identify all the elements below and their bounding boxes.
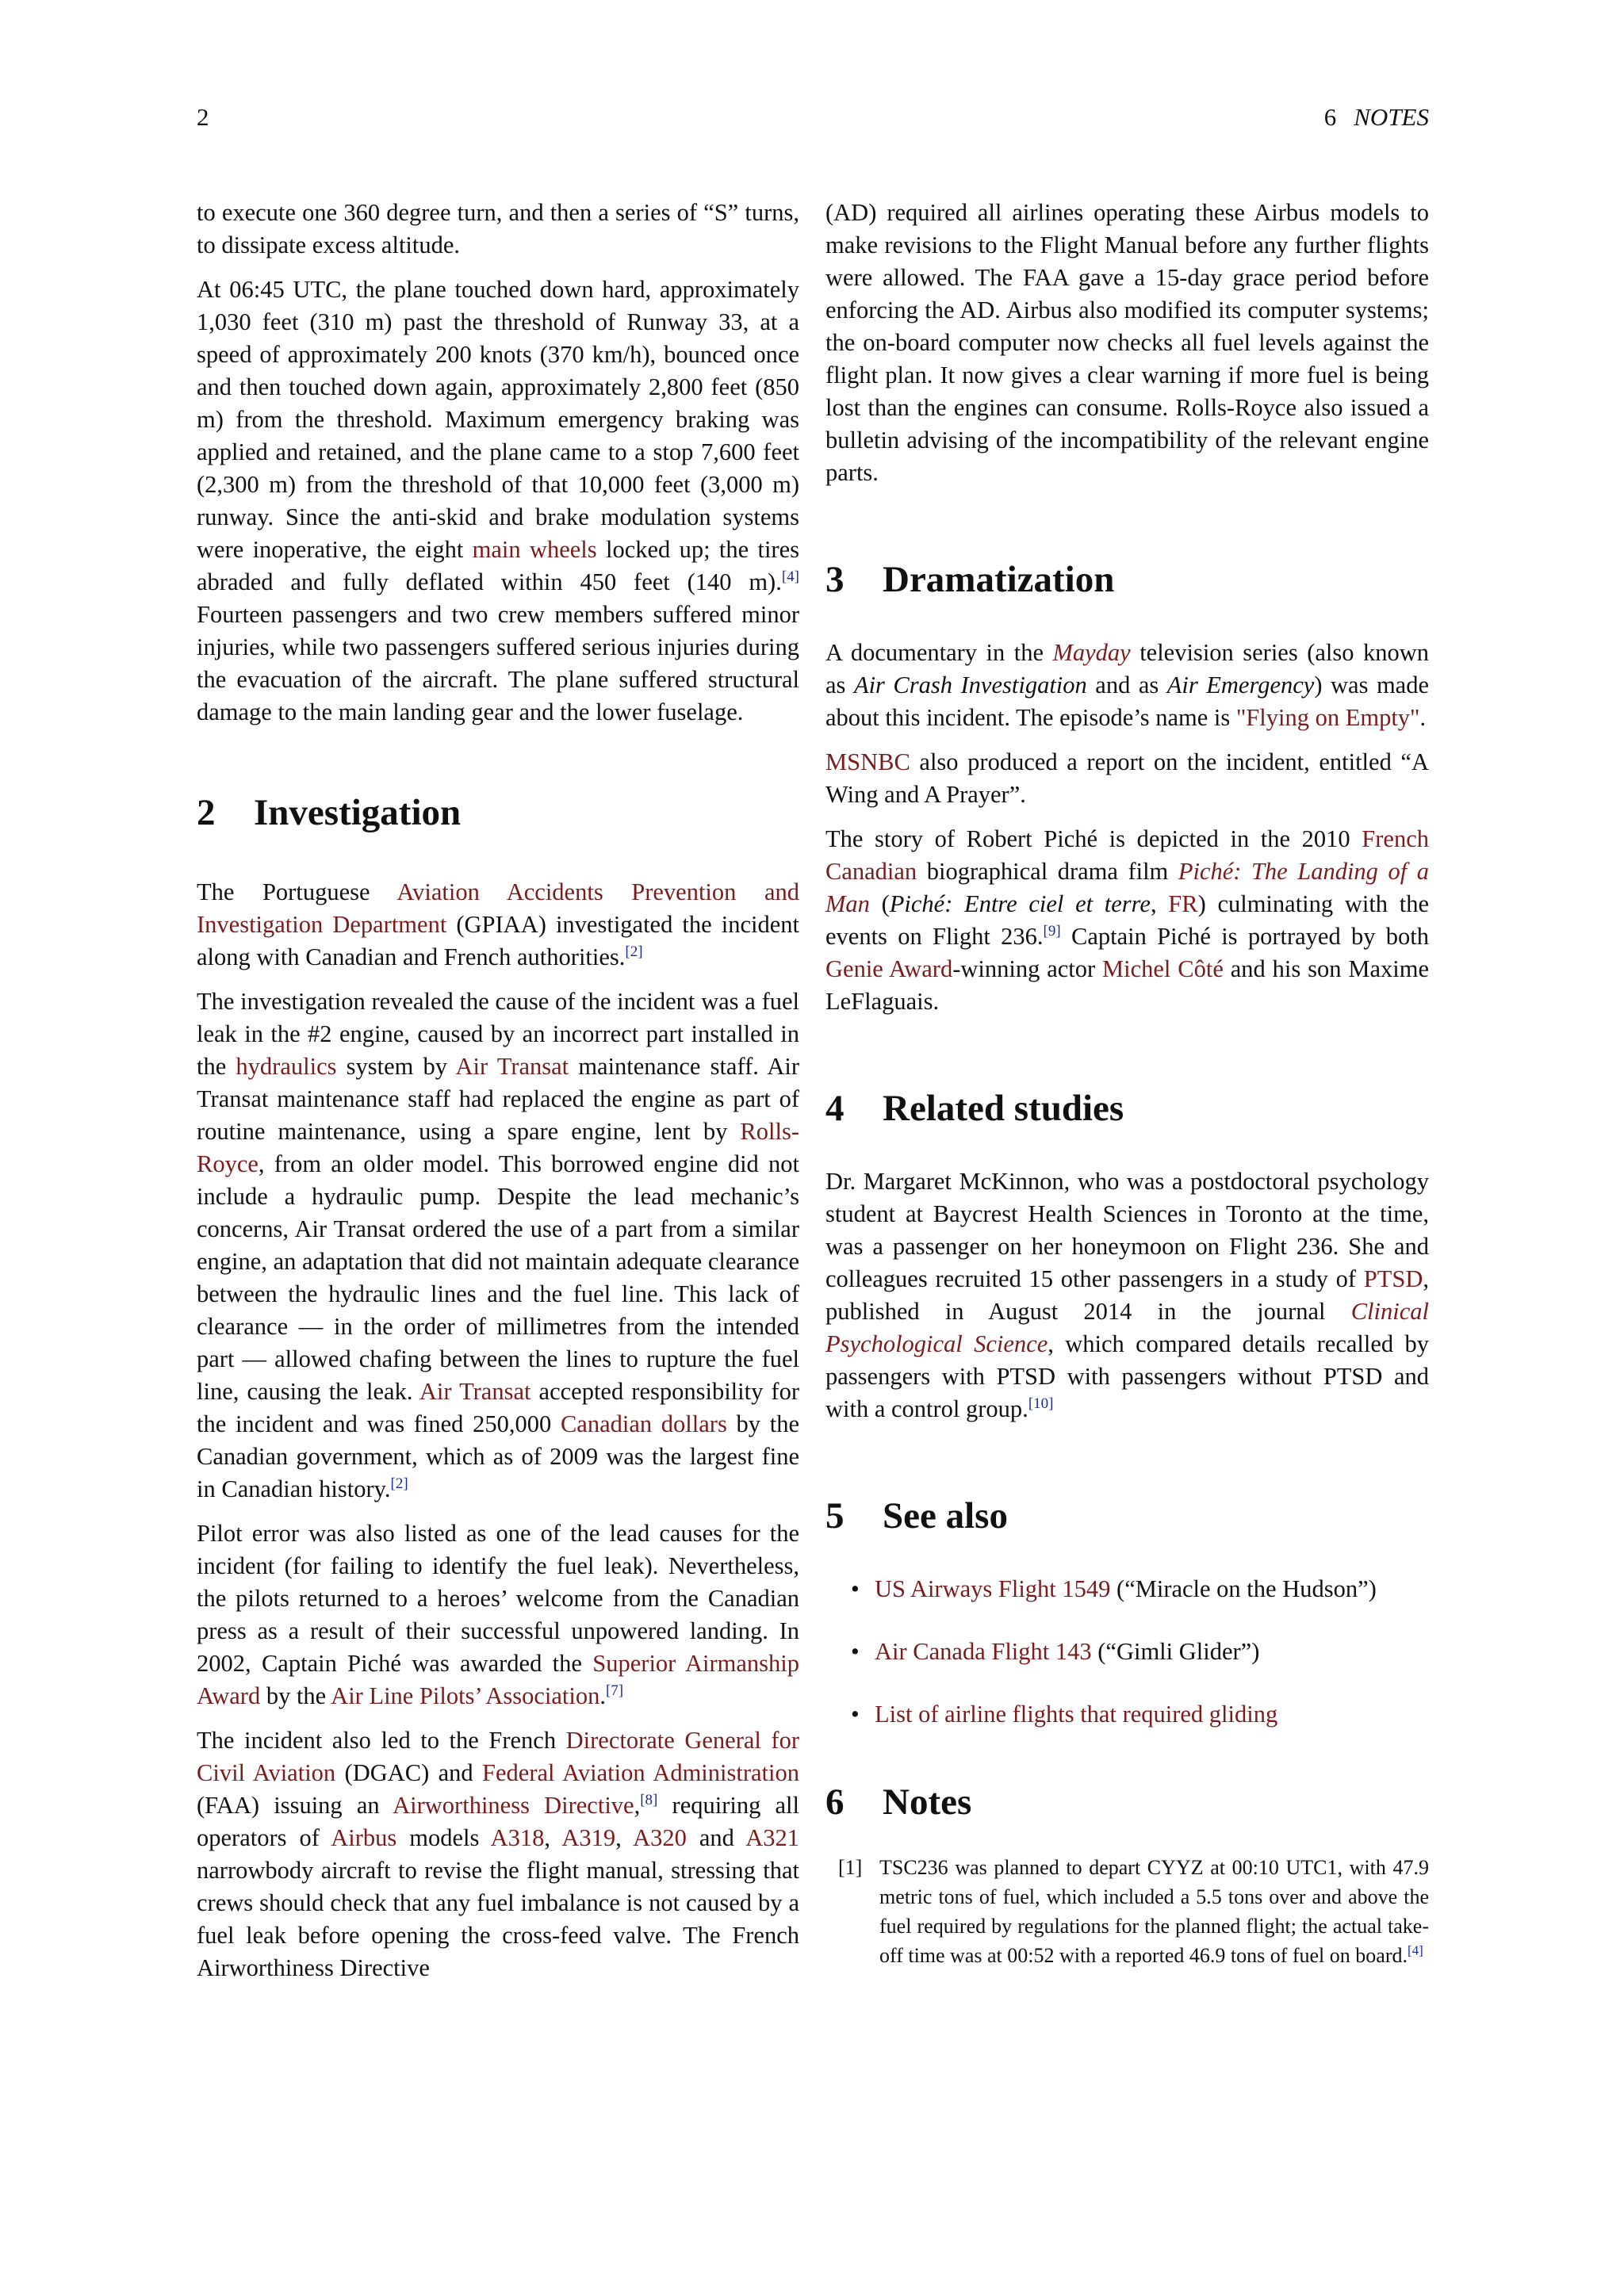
text: -winning actor (952, 955, 1103, 982)
paragraph (197, 985, 799, 1506)
link-fr[interactable]: FR (1168, 890, 1198, 917)
notes-list (825, 1853, 1429, 1970)
section-heading-dramatization (825, 557, 1429, 602)
paragraph (197, 197, 799, 262)
text: requiring all operators of (197, 1792, 799, 1851)
section-number: 3 (825, 559, 845, 600)
section-title: Related studies (883, 1088, 1124, 1129)
section-heading-see-also (825, 1494, 1429, 1538)
text: (AD) required all airlines operating these Airbus models to make revisions to the Flight Manual before any further flights were allowed. The FAA gave a 15-day grace period before enforcing the AD. Airbus also modified its computer systems; the on-board computer now checks all fuel levels against the flight plan. It now gives a clear warning if more fuel is being lost than the engines can consume. Rolls-Royce also issued a bulletin advising of the incompatibility of the relevant engine parts. (825, 199, 1429, 486)
see-also-list (825, 1573, 1429, 1731)
text: TSC236 was planned to depart CYYZ at 00:10 UTC1, with 47.9 metric tons of fuel, which included a 5.5 tons over and above the fuel required by regulations for the planned flight; the actual take-off time was at 00:52 with a reported 46.9 tons of fuel on board. (879, 1856, 1429, 1967)
page-number: 2 (197, 103, 209, 131)
text: (“Miracle on the Hudson”) (1110, 1575, 1377, 1602)
link-a320[interactable]: A320 (633, 1824, 687, 1851)
text: A documentary in the (825, 639, 1053, 666)
citation-7[interactable]: [7] (605, 1682, 624, 1699)
text: (FAA) issuing an (197, 1792, 393, 1819)
text: The story of Robert Piché is depicted in the 2010 (825, 825, 1362, 852)
link-piche-film[interactable]: Piché: The Landing of a Man (825, 858, 1429, 917)
text: (“Gimli Glider”) (1091, 1638, 1260, 1665)
text: and his son Maxime LeFlaguais. (825, 955, 1429, 1015)
section-title: Investigation (254, 792, 462, 833)
link-airbus[interactable]: Airbus (331, 1824, 397, 1851)
text-italic: Air Crash Investigation (853, 672, 1087, 698)
section-number: 5 (825, 1495, 845, 1536)
running-head (197, 103, 1429, 135)
paragraph (825, 197, 1429, 489)
section-number: 4 (825, 1088, 845, 1129)
link-hydraulics[interactable]: hydraulics (236, 1053, 337, 1080)
link-michel-cote[interactable]: Michel Côté (1102, 955, 1224, 982)
section-number: 6 (825, 1781, 845, 1823)
link-airworthiness-directive[interactable]: Airworthiness Directive (393, 1792, 634, 1819)
text: ) culminating with the events on Flight 236. (825, 890, 1430, 950)
text: , which compared details recalled by passengers with PTSD with passengers without PTSD and with a control group. (825, 1330, 1429, 1422)
text: maintenance staff. Air Transat maintenance staff had replaced the engine as part of routine maintenance, using a spare engine, lent by (197, 1053, 799, 1145)
citation-9[interactable]: [9] (1043, 922, 1061, 939)
right-column (825, 197, 1429, 1970)
text: . (1419, 704, 1427, 731)
link-air-canada-143[interactable]: Air Canada Flight 143 (875, 1638, 1092, 1665)
citation-2[interactable]: [2] (625, 943, 643, 960)
paragraph (197, 1517, 799, 1712)
paragraph (825, 823, 1429, 1018)
section-number: 2 (197, 792, 216, 833)
text: , published in August 2014 in the journal (825, 1265, 1429, 1325)
list-item (851, 1636, 1429, 1668)
section-heading-investigation (197, 790, 799, 835)
text: The investigation revealed the cause of the incident was a fuel leak in the #2 engine, caused by an incorrect part installed in the (197, 988, 799, 1080)
running-section-number: 6 (1323, 103, 1337, 131)
link-mayday[interactable]: Mayday (1052, 639, 1131, 666)
text: , from an older model. This borrowed engine did not include a hydraulic pump. Despite the lead mechanic’s concerns, Air Transat ordered the use of a part from a similar engine, an adaptation that did not maintain adequate clearance between the hydraulic lines and the fuel line. This lack of clearance — in the order of millimetres from the intended part — allowed chafing between the lines to rupture the fuel line, causing the leak. (197, 1150, 799, 1405)
link-gliding-list[interactable]: List of airline flights that required gliding (875, 1701, 1278, 1728)
link-french-canadian[interactable]: French Canadian (825, 825, 1429, 885)
text: models (396, 1824, 491, 1851)
section-title: See also (883, 1495, 1008, 1536)
text: by the Canadian government, which as of 2009 was the largest fine in Canadian history. (197, 1410, 799, 1502)
link-dgac[interactable]: Directorate General for Civil Aviation (197, 1727, 799, 1786)
link-a319[interactable]: A319 (561, 1824, 616, 1851)
link-ptsd[interactable]: PTSD (1363, 1265, 1423, 1292)
section-heading-related-studies (825, 1086, 1429, 1131)
section-title: Dramatization (883, 559, 1115, 600)
text: (DGAC) and (335, 1759, 483, 1786)
link-msnbc[interactable]: MSNBC (825, 748, 910, 775)
text: and as (1086, 672, 1167, 698)
text: (GPIAA) investigated the incident along with Canadian and French authorities. (197, 911, 799, 970)
citation-8[interactable]: [8] (640, 1791, 658, 1808)
text: The incident also led to the French (197, 1727, 566, 1754)
text: Captain Piché is portrayed by both (1060, 923, 1429, 950)
link-main-wheels[interactable]: main wheels (472, 536, 597, 563)
text: , (1150, 890, 1169, 917)
text: Fourteen passengers and two crew members suffered minor injuries, while two passengers suffered serious injuries during the evacuation of the aircraft. The plane suffered structural damage to the main landing gear and the lower fuselage. (197, 601, 799, 725)
link-air-transat[interactable]: Air Transat (419, 1378, 531, 1405)
text: Dr. Margaret McKinnon, who was a postdoctoral psychology student at Baycrest Health Sciences in Toronto at the time, was a passenger on her honeymoon on Flight 236. She and colleagues recruited 15 other passengers in a study of (825, 1168, 1429, 1292)
running-section-label: NOTES (1354, 103, 1429, 131)
text-italic: Piché: Entre ciel et terre (889, 890, 1151, 917)
text: system by (336, 1053, 456, 1080)
note-item (825, 1853, 1429, 1970)
citation-4[interactable]: [4] (781, 568, 799, 585)
text: . (599, 1682, 606, 1709)
paragraph (197, 876, 799, 974)
text: and (686, 1824, 746, 1851)
text: , (615, 1824, 634, 1851)
citation-10[interactable]: [10] (1028, 1395, 1054, 1412)
text: television series (also known as (825, 639, 1429, 698)
text: , (634, 1792, 641, 1819)
note-number: [1] (838, 1856, 863, 1879)
text-italic: Air Emergency (1166, 672, 1315, 698)
left-column (197, 197, 799, 1996)
text: narrowbody aircraft to revise the flight manual, stressing that crews should check that any fuel imbalance is not caused by a fuel leak before opening the cross-feed valve. The French Airworthiness Directive (197, 1857, 799, 1981)
text: Pilot error was also listed as one of the lead causes for the incident (for failing to identify the fuel leak). Nevertheless, the pilots returned to a heroes’ welcome from the Canadian press as a result of their successful unpowered landing. In 2002, Captain Piché was awarded the (197, 1520, 799, 1677)
link-genie-award[interactable]: Genie Award (825, 955, 953, 982)
citation-4[interactable]: [4] (1407, 1942, 1423, 1958)
link-a321[interactable]: A321 (745, 1824, 799, 1851)
text: to execute one 360 degree turn, and then a series of “S” turns, to dissipate excess altitude. (197, 199, 799, 258)
link-air-line-pilots-association[interactable]: Air Line Pilots’ Association (331, 1682, 600, 1709)
text: by the (260, 1682, 331, 1709)
text: , (544, 1824, 562, 1851)
link-rolls-royce[interactable]: Rolls-Royce (197, 1118, 799, 1177)
link-faa[interactable]: Federal Aviation Administration (482, 1759, 799, 1786)
paragraph (197, 274, 799, 729)
link-canadian-dollars[interactable]: Canadian dollars (560, 1410, 727, 1437)
link-gpiaa[interactable]: Aviation Accidents Prevention and Investigation Department (197, 878, 799, 938)
text: locked up; the tires abraded and fully deflated within 450 feet (140 m). (197, 536, 799, 595)
section-heading-notes (825, 1780, 1429, 1824)
text: also produced a report on the incident, entitled “A Wing and A Prayer”. (825, 748, 1429, 808)
paragraph (825, 746, 1429, 811)
list-item (851, 1573, 1429, 1605)
text: ) was made about this incident. The episode’s name is (825, 672, 1429, 731)
text: biographical drama film (917, 858, 1178, 885)
paragraph (197, 1724, 799, 1984)
text: The Portuguese (197, 878, 397, 905)
paragraph (825, 1165, 1429, 1425)
link-flying-on-empty[interactable]: "Flying on Empty" (1235, 704, 1420, 731)
list-item (851, 1698, 1429, 1731)
link-a318[interactable]: A318 (490, 1824, 545, 1851)
link-air-transat[interactable]: Air Transat (455, 1053, 569, 1080)
section-title: Notes (883, 1781, 972, 1823)
link-us-airways-1549[interactable]: US Airways Flight 1549 (875, 1575, 1111, 1602)
running-section-title (1324, 103, 1429, 132)
text: At 06:45 UTC, the plane touched down hard, approximately 1,030 feet (310 m) past the threshold of Runway 33, at a speed of approximately 200 knots (370 km/h), bounced once and then touched down again, approximately 2,800 feet (850 m) from the threshold. Maximum emergency braking was applied and retained, and the plane came to a stop 7,600 feet (2,300 m) from the threshold of that 10,000 feet (3,000 m) runway. Since the anti-skid and brake modulation systems were inoperative, the eight (197, 276, 799, 563)
text: accepted responsibility for the incident and was fined 250,000 (197, 1378, 799, 1437)
link-clinical-psychological-science[interactable]: Clinical Psychological Science (825, 1298, 1429, 1357)
text: ( (869, 890, 890, 917)
link-superior-airmanship-award[interactable]: Superior Airmanship Award (197, 1650, 799, 1709)
paragraph (825, 637, 1429, 734)
citation-2[interactable]: [2] (390, 1475, 408, 1492)
